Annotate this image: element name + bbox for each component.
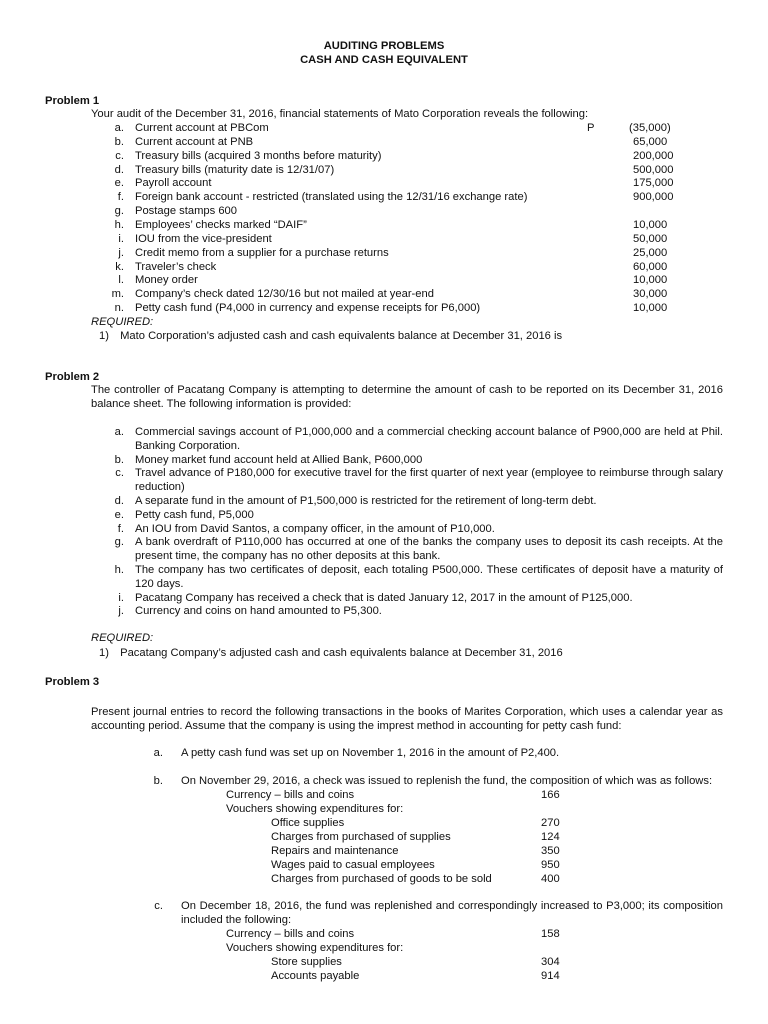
voucher-amount: 400 — [541, 872, 560, 885]
item-label: e. — [114, 177, 124, 190]
problem-2-required-item — [91, 647, 563, 661]
item-label: l. — [118, 274, 124, 287]
item-label: f. — [117, 191, 124, 204]
peso-sign: P — [587, 122, 595, 134]
problem-3-heading: Problem 3 — [45, 676, 100, 688]
item-label: a. — [114, 122, 124, 134]
problem-3-intro: Present journal entries to record the following transactions in the books of Marites Corporation, which uses a calendar year as accounting period. Assume that the company is using the imprest method in accounting for petty cash fund: — [91, 706, 723, 732]
currency-amount: 158 — [541, 928, 560, 940]
item-label: h. — [114, 564, 124, 576]
problem-1-required-label: REQUIRED: — [91, 316, 154, 328]
item-label: i. — [118, 591, 124, 604]
item-label: g. — [114, 205, 124, 218]
item-text: Pacatang Company has received a check that is dated January 12, 2017 in the amount of P125,000. — [135, 591, 633, 604]
item-text: Money order — [135, 274, 198, 287]
item-amount: 10,000 — [633, 274, 668, 287]
item-text: Currency and coins on hand amounted to P5,300. — [135, 605, 382, 618]
item-label: b. — [114, 135, 124, 148]
item-label: e. — [114, 508, 124, 521]
item-text: A bank overdraft of P110,000 has occurred at one of the banks the company uses to deposit its cash receipts. At the present time, the company has no other deposits at this bank. — [135, 536, 723, 563]
item-label: h. — [114, 218, 124, 231]
item-amount: 175,000 — [633, 177, 674, 190]
required-text: Pacatang Company’s adjusted cash and cash equivalents balance at December 31, 2016 — [120, 647, 563, 659]
problem-1-intro: Your audit of the December 31, 2016, financial statements of Mato Corporation reveals the following: — [91, 108, 589, 120]
voucher-item: Charges from purchased of supplies — [271, 830, 451, 843]
item-text: Current account at PNB — [135, 135, 254, 148]
problem-1-heading: Problem 1 — [45, 95, 100, 107]
item-amount: 30,000 — [633, 288, 668, 301]
item-amount: 25,000 — [633, 246, 668, 259]
voucher-item: Accounts payable — [271, 969, 360, 982]
item-amount: (35,000) — [629, 122, 671, 134]
voucher-item: Repairs and maintenance — [271, 844, 399, 857]
item-text: Commercial savings account of P1,000,000 and a commercial checking account balance of P900,000 are held at Phil. Banking Corporation. — [135, 426, 723, 452]
item-label: j. — [118, 246, 124, 259]
item-text: The company has two certificates of deposit, each totaling P500,000. These certificates of deposit have a maturity of 120 days. — [135, 564, 723, 590]
item-text: An IOU from David Santos, a company officer, in the amount of P10,000. — [135, 522, 495, 535]
item-label: f. — [117, 522, 124, 535]
item-text: Treasury bills (acquired 3 months before maturity) — [135, 149, 382, 162]
item-label: n. — [114, 302, 124, 314]
problem-1-required-item — [91, 330, 562, 344]
item-text: Travel advance of P180,000 for executive travel for the first quarter of next year (employee to reimburse through salary reduction) — [135, 467, 723, 494]
voucher-amount: 270 — [541, 817, 560, 829]
item-a-text: A petty cash fund was set up on November 1, 2016 in the amount of P2,400. — [181, 747, 560, 759]
required-number: 1) — [99, 647, 109, 659]
voucher-amount: 124 — [541, 830, 560, 843]
item-amount: 10,000 — [633, 302, 668, 314]
item-amount: 65,000 — [633, 135, 668, 148]
item-amount: 10,000 — [633, 218, 668, 231]
item-label: d. — [114, 495, 124, 507]
voucher-item: Office supplies — [271, 817, 345, 829]
voucher-item: Store supplies — [271, 956, 342, 968]
item-label: g. — [114, 536, 124, 549]
document-title: AUDITING PROBLEMS — [323, 40, 445, 52]
item-label: a. — [114, 426, 124, 438]
problem-2-heading: Problem 2 — [45, 371, 100, 383]
item-text: Treasury bills (maturity date is 12/31/07) — [135, 163, 335, 176]
problem-2-intro: The controller of Pacatang Company is attempting to determine the amount of cash to be reported on its December 31, 2016 balance sheet. The following information is provided: — [91, 384, 723, 410]
item-amount: 900,000 — [633, 191, 674, 204]
voucher-amount: 914 — [541, 969, 560, 982]
required-number: 1) — [99, 330, 109, 342]
item-text: IOU from the vice-president — [135, 232, 272, 245]
item-text: Petty cash fund, P5,000 — [135, 508, 254, 521]
item-label: c. — [115, 467, 124, 480]
item-label: b. — [114, 453, 124, 466]
voucher-amount: 350 — [541, 844, 560, 857]
item-text: Payroll account — [135, 177, 212, 190]
currency-line: Currency – bills and coins — [226, 789, 355, 801]
voucher-item: Wages paid to casual employees — [271, 858, 435, 871]
item-text: Foreign bank account - restricted (translated using the 12/31/16 exchange rate) — [135, 191, 528, 204]
vouchers-line: Vouchers showing expenditures for: — [226, 942, 404, 954]
item-amount: 50,000 — [633, 232, 668, 245]
item-label: k. — [115, 260, 124, 273]
item-amount: 60,000 — [633, 260, 668, 273]
item-text: Petty cash fund (P4,000 in currency and expense receipts for P6,000) — [135, 302, 481, 314]
item-label: i. — [118, 232, 124, 245]
vouchers-line: Vouchers showing expenditures for: — [226, 803, 404, 815]
item-text: Current account at PBCom — [135, 122, 269, 134]
item-text: A separate fund in the amount of P1,500,000 is restricted for the retirement of long-term debt. — [135, 495, 597, 507]
voucher-item: Charges from purchased of goods to be sold — [271, 872, 492, 885]
item-label: a. — [153, 747, 163, 759]
item-text: Postage stamps 600 — [135, 205, 237, 218]
item-c-text: On December 18, 2016, the fund was replenished and correspondingly increased to P3,000; its composition included the following: — [181, 900, 723, 926]
item-label: d. — [114, 163, 124, 176]
item-label: j. — [118, 605, 124, 618]
item-amount: 500,000 — [633, 163, 674, 176]
voucher-amount: 304 — [541, 956, 560, 968]
item-text: Company’s check dated 12/30/16 but not mailed at year-end — [135, 288, 434, 301]
item-label: m. — [111, 288, 124, 301]
currency-line: Currency – bills and coins — [226, 928, 355, 940]
item-label: c. — [115, 149, 124, 162]
problem-2-required-label: REQUIRED: — [91, 632, 154, 644]
item-label: c. — [154, 900, 163, 912]
item-amount: 200,000 — [633, 149, 674, 162]
currency-amount: 166 — [541, 789, 560, 801]
item-text: Credit memo from a supplier for a purchase returns — [135, 246, 389, 259]
item-text: Employees’ checks marked “DAIF” — [135, 218, 307, 231]
item-text: Traveler’s check — [135, 260, 217, 273]
item-text: Money market fund account held at Allied Bank, P600,000 — [135, 453, 423, 466]
document-subtitle: CASH AND CASH EQUIVALENT — [300, 54, 468, 66]
item-b-text: On November 29, 2016, a check was issued to replenish the fund, the composition of which was as follows: — [181, 775, 713, 787]
voucher-amount: 950 — [541, 858, 560, 871]
required-text: Mato Corporation’s adjusted cash and cash equivalents balance at December 31, 2016 is — [120, 330, 563, 342]
item-label: b. — [153, 775, 163, 787]
